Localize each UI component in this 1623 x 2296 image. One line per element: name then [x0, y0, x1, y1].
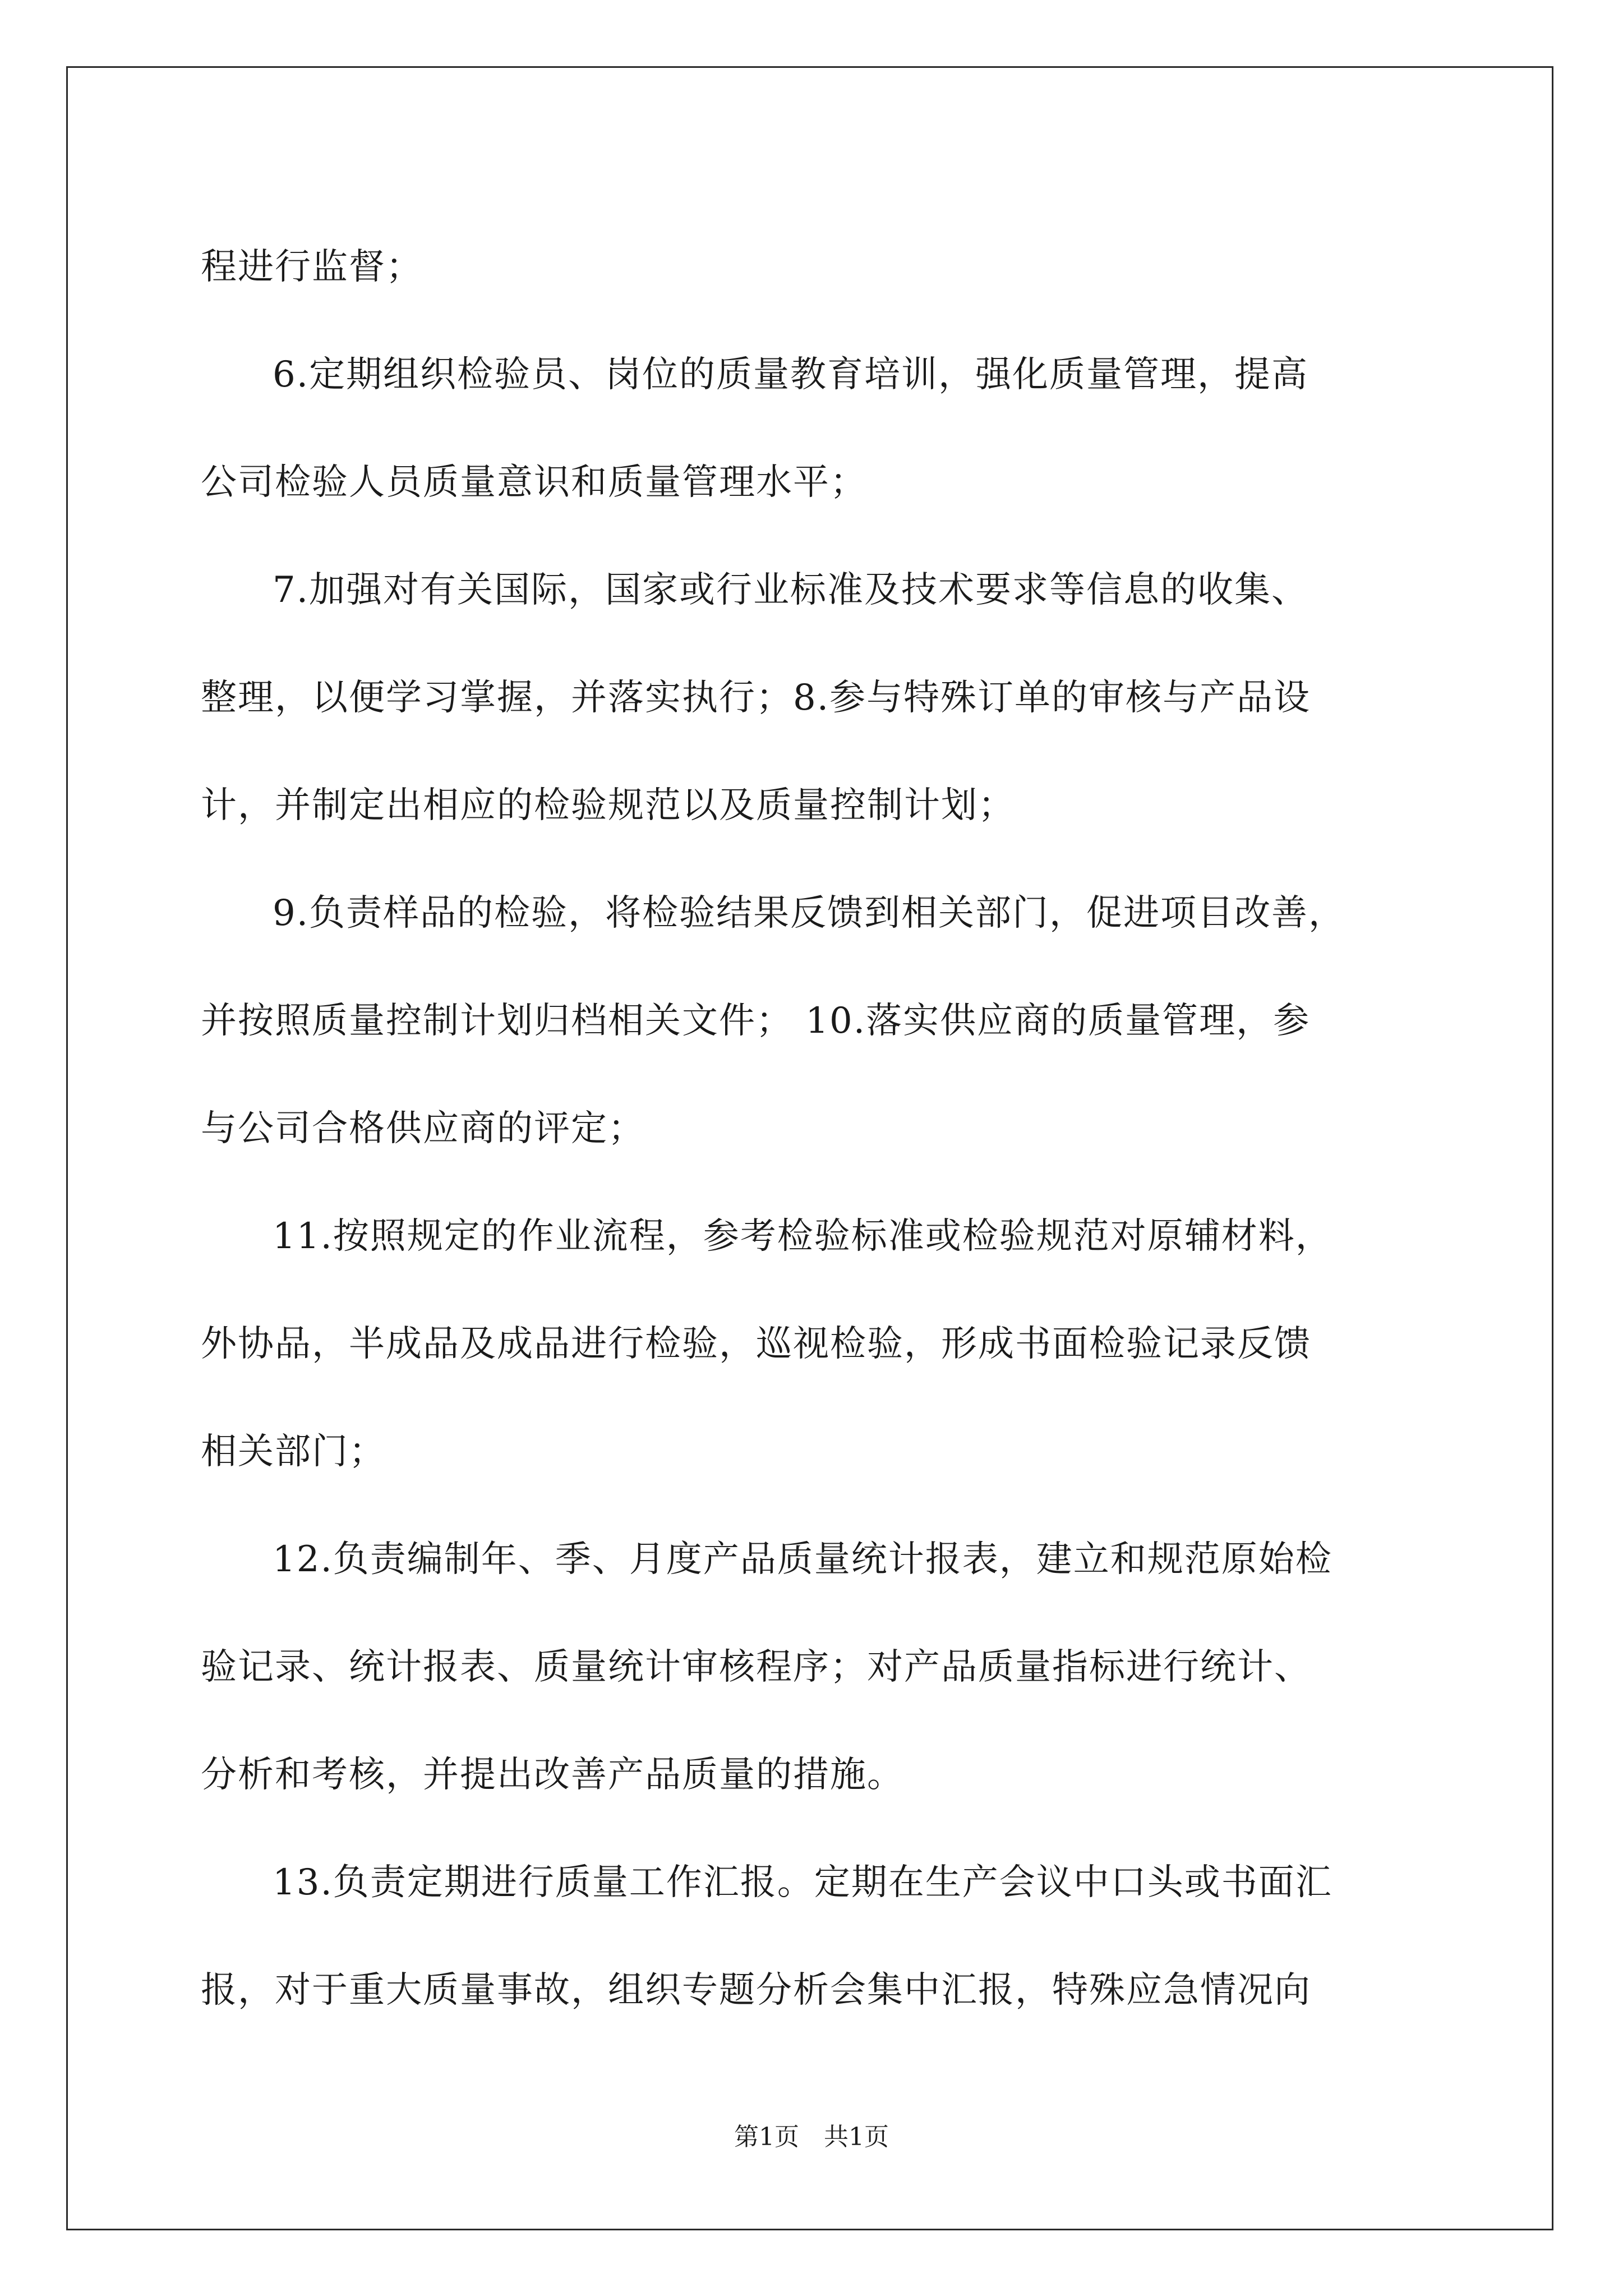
text-line: 公司检验人员质量意识和质量管理水平； [201, 462, 867, 503]
text-line: 11.按照规定的作业流程，参考检验标准或检验规范对原辅材料， [273, 1216, 1332, 1257]
text-line: 并按照质量控制计划归档相关文件； 10.落实供应商的质量管理，参 [201, 1000, 1311, 1042]
text-line: 6.定期组织检验员、岗位的质量教育培训，强化质量管理，提高 [273, 354, 1309, 395]
text-line: 12.负责编制年、季、月度产品质量统计报表，建立和规范原始检 [273, 1539, 1332, 1580]
text-line: 外协品，半成品及成品进行检验，巡视检验，形成书面检验记录反馈 [201, 1323, 1311, 1365]
document-body [201, 213, 1423, 2044]
text-line: 分析和考核，并提出改善产品质量的措施。 [201, 1754, 904, 1796]
page-number-footer: 第1页 共1页 [734, 2123, 889, 2151]
text-line: 程进行监督； [201, 246, 423, 288]
text-line: 与公司合格供应商的评定； [201, 1108, 645, 1149]
text-line: 相关部门； [201, 1431, 386, 1473]
text-line: 验记录、统计报表、质量统计审核程序；对产品质量指标进行统计、 [201, 1646, 1311, 1688]
text-line: 13.负责定期进行质量工作汇报。定期在生产会议中口头或书面汇 [273, 1862, 1332, 1903]
text-line: 计，并制定出相应的检验规范以及质量控制计划； [201, 785, 1015, 826]
text-line: 9.负责样品的检验，将检验结果反馈到相关部门，促进项目改善， [273, 892, 1346, 934]
text-line: 7.加强对有关国际，国家或行业标准及技术要求等信息的收集、 [273, 569, 1309, 611]
text-line: 报，对于重大质量事故，组织专题分析会集中汇报，特殊应急情况向 [201, 1970, 1311, 2011]
text-line: 整理，以便学习掌握，并落实执行；8.参与特殊订单的审核与产品设 [201, 677, 1311, 719]
